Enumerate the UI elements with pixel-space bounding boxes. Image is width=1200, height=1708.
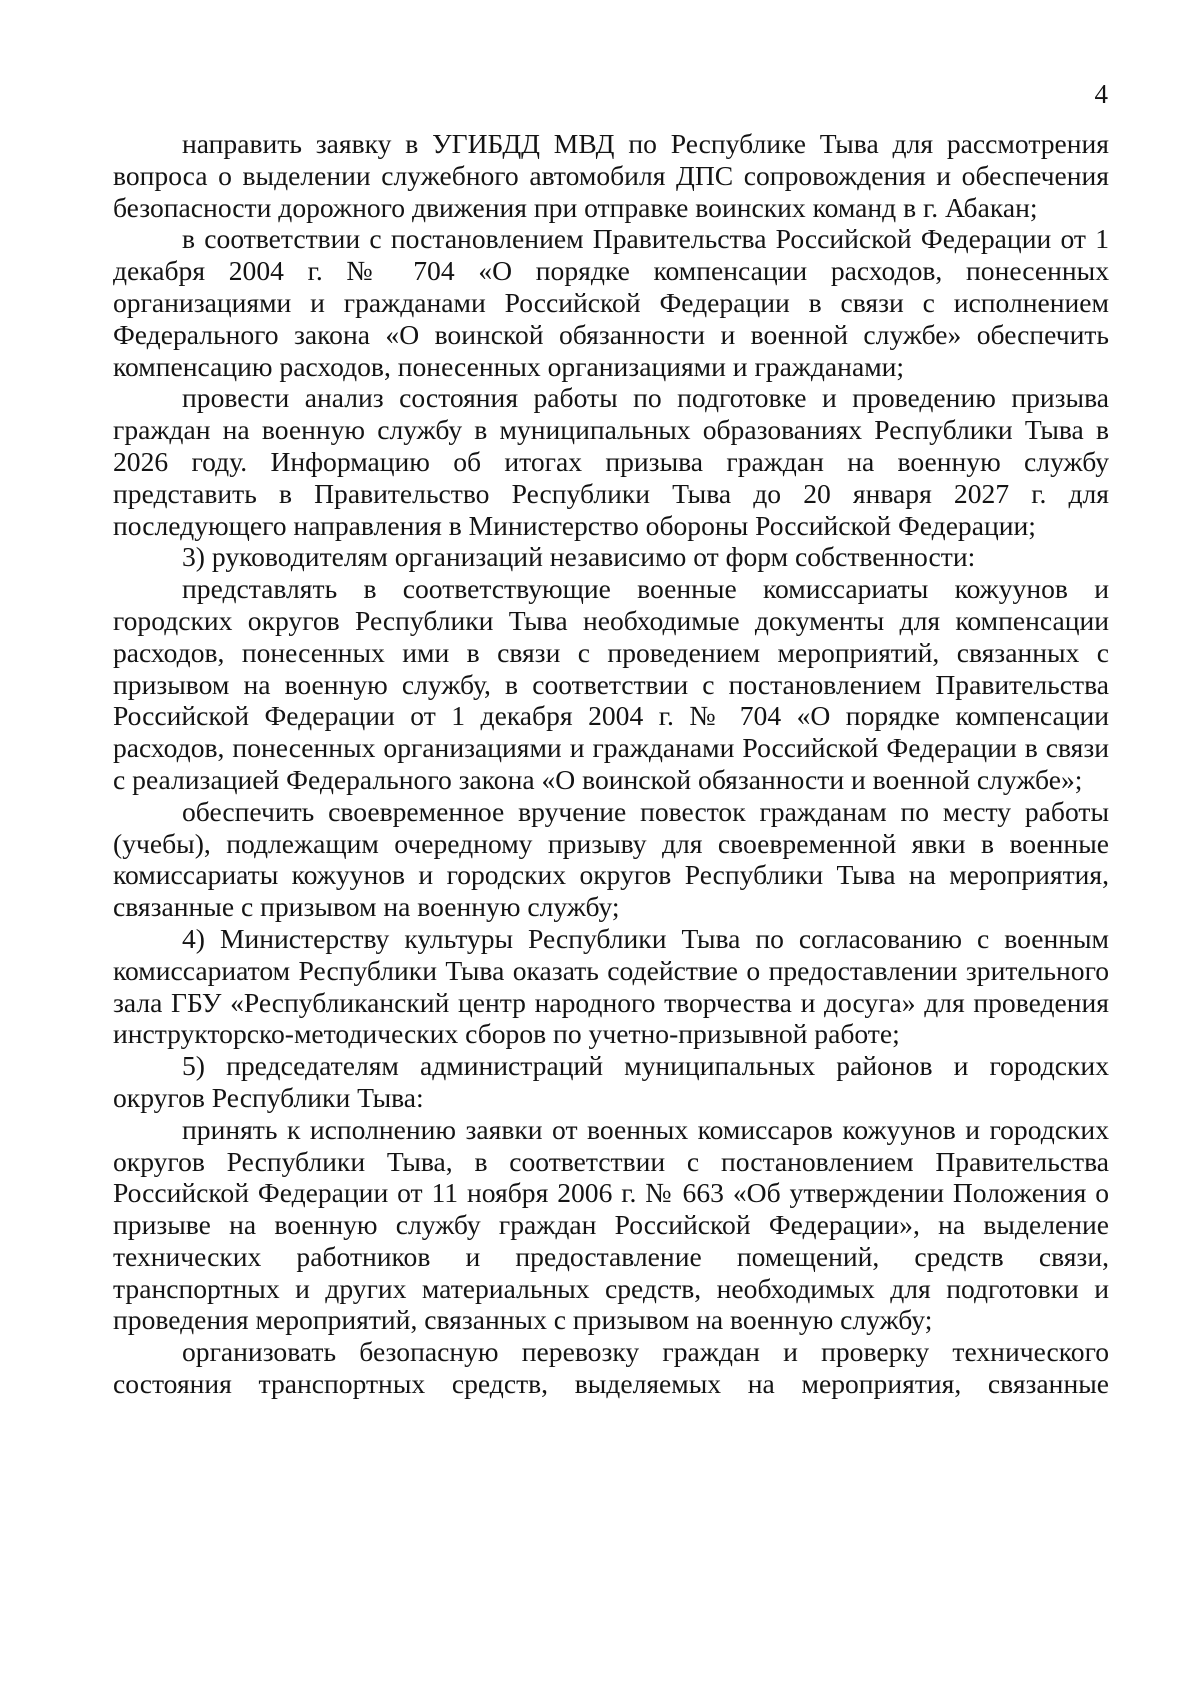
paragraph: в соответствии с постановлением Правительства Российской Федерации от 1 декабря 2004 г. № 704 «О порядке компенсации расходов, понесенных организациями и гражданами Российской Федерации в связи с исполнением Федерального закона «О воинской обязанности и военной службе» обеспечить компенсацию расходов, понесенных организациями и гражданами; <box>113 223 1109 382</box>
paragraph: принять к исполнению заявки от военных комиссаров кожуунов и городских округов Республики Тыва, в соответствии с постановлением Правительства Российской Федерации от 11 ноября 2006 г. № 663 «Об утверждении Положения о призыве на военную службу граждан Российской Федерации», на выделение технических работников и предоставление помещений, средств связи, транспортных и других материальных средств, необходимых для подготовки и проведения мероприятий, связанных с призывом на военную службу; <box>113 1113 1109 1336</box>
document-body <box>113 128 1109 1400</box>
paragraph: 3) руководителям организаций независимо от форм собственности: <box>182 541 976 573</box>
paragraph: 5) председателям администраций муниципальных районов и городских округов Республики Тыва: <box>113 1050 1109 1113</box>
paragraph: направить заявку в УГИБДД МВД по Республике Тыва для рассмотрения вопроса о выделении служебного автомобиля ДПС сопровождения и обеспечения безопасности дорожного движения при отправке воинских команд в г. Абакан; <box>113 128 1109 223</box>
paragraph-last: организовать безопасную перевозку граждан и проверку технического состояния транспортных средств, выделяемых на мероприятия, связанные <box>113 1336 1109 1400</box>
paragraph: провести анализ состояния работы по подготовке и проведению призыва граждан на военную службу в муниципальных образованиях Республики Тыва в 2026 году. Информацию об итогах призыва граждан на военную службу представить в Правительство Республики Тыва до 20 января 2027 г. для последующего направления в Министерство обороны Российской Федерации; <box>113 382 1109 541</box>
paragraph: 4) Министерству культуры Республики Тыва по согласованию с военным комиссариатом Республики Тыва оказать содействие о предоставлении зрительного зала ГБУ «Республиканский центр народного творчества и досуга» для проведения инструкторско-методических сборов по учетно-призывной работе; <box>113 922 1109 1050</box>
page-number: 4 <box>1094 79 1108 109</box>
paragraph: обеспечить своевременное вручение повесток гражданам по месту работы (учебы), подлежащим очередному призыву для своевременной явки в военные комиссариаты кожуунов и городских округов Республики Тыва на мероприятия, связанные с призывом на военную службу; <box>113 795 1109 923</box>
paragraph: представлять в соответствующие военные комиссариаты кожуунов и городских округов Республики Тыва необходимые документы для компенсации расходов, понесенных ими в связи с проведением мероприятий, связанных с призывом на военную службу, в соответствии с постановлением Правительства Российской Федерации от 1 декабря 2004 г. № 704 «О порядке компенсации расходов, понесенных организациями и гражданами Российской Федерации в связи с реализацией Федерального закона «О воинской обязанности и военной службе»; <box>113 573 1109 795</box>
